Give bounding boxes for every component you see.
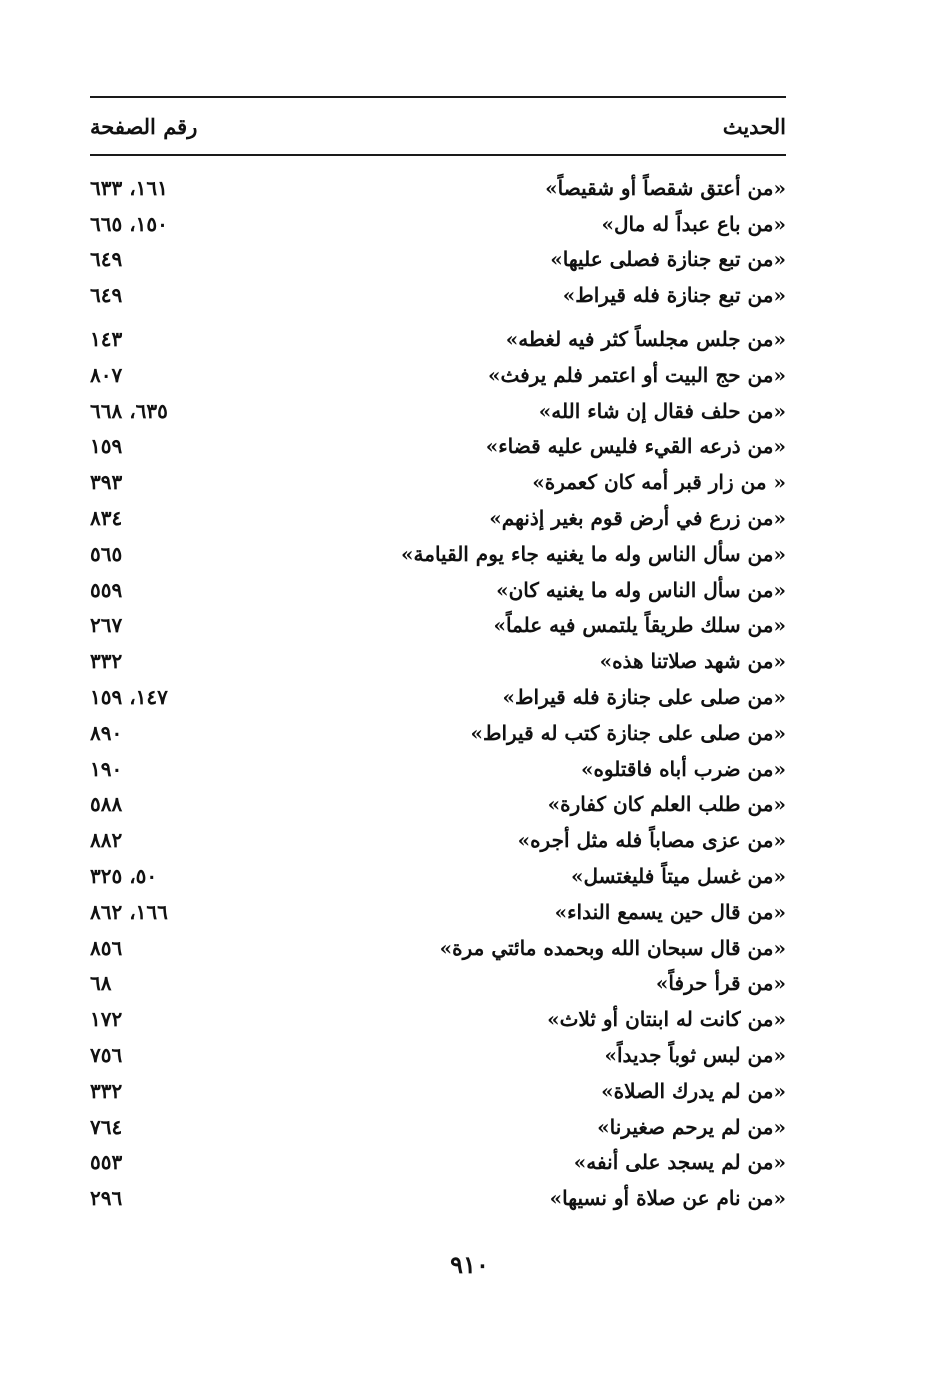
list-item — [90, 608, 786, 644]
page-reference: ٣٣٢ — [90, 649, 123, 674]
hadith-text: «من تبع جنازة فصلى عليها» — [550, 247, 786, 272]
list-item — [90, 572, 786, 608]
page-reference: ٨٣٤ — [90, 506, 123, 531]
page-reference: ١٤٧، ١٥٩ — [90, 685, 168, 710]
hadith-text: «من حج البيت أو اعتمر فلم يرفث» — [488, 362, 786, 387]
page-reference: ٢٩٦ — [90, 1186, 123, 1211]
page-reference: ١٦٦، ٨٦٢ — [90, 899, 168, 924]
list-item — [90, 643, 786, 679]
list-item — [90, 1037, 786, 1073]
page-reference: ٦٤٩ — [90, 283, 123, 308]
hadith-text: «من قال حين يسمع النداء» — [554, 899, 786, 924]
list-item — [90, 1180, 786, 1216]
hadith-text: «من طلب العلم كان كفارة» — [547, 792, 786, 817]
hadith-text: «من كانت له ابنتان أو ثلاث» — [547, 1007, 786, 1032]
hadith-text: «من تبع جنازة فله قيراط» — [562, 283, 786, 308]
page-reference: ٥٠، ٣٢٥ — [90, 864, 158, 889]
hadith-text: «من جلس مجلساً كثر فيه لغطه» — [505, 327, 786, 352]
hadith-text: «من صلى على جنازة فله قيراط» — [502, 685, 786, 710]
hadith-text: «من لم يسجد على أنفه» — [573, 1150, 786, 1175]
page-reference: ٧٦٤ — [90, 1114, 123, 1139]
page-number: ٩١٠ — [450, 1250, 489, 1279]
page-reference: ١٩٠ — [90, 756, 123, 781]
hadith-text: «من قرأ حرفاً» — [655, 971, 786, 996]
page-reference: ٥٦٥ — [90, 541, 123, 566]
hadith-text: «من سأل الناس وله ما يغنيه كان» — [496, 577, 786, 602]
list-item — [90, 751, 786, 787]
page-reference: ٥٥٩ — [90, 577, 123, 602]
page-reference: ١٤٣ — [90, 327, 123, 352]
list-item — [90, 170, 786, 206]
list-item — [90, 679, 786, 715]
hadith-text: «من قال سبحان الله وبحمده مائتي مرة» — [439, 935, 786, 960]
list-item — [90, 822, 786, 858]
list-item — [90, 930, 786, 966]
hadith-text: «من سلك طريقاً يلتمس فيه علماً» — [493, 613, 786, 638]
hadith-text: «من لم يرحم صغيرنا» — [597, 1114, 786, 1139]
page-reference: ١٧٢ — [90, 1007, 123, 1032]
page-reference: ١٥٠، ٦٦٥ — [90, 211, 168, 236]
hadith-text: «من أعتق شقصاً أو شقيصاً» — [545, 175, 786, 200]
list-item — [90, 429, 786, 465]
list-item — [90, 500, 786, 536]
hadith-text: «من زرع في أرض قوم بغير إذنهم» — [489, 506, 786, 531]
page-reference: ٨٨٢ — [90, 828, 123, 853]
hadith-text: «من غسل ميتاً فليغتسل» — [570, 864, 786, 889]
list-item — [90, 242, 786, 278]
page-reference: ٣٣٢ — [90, 1078, 123, 1103]
list-item — [90, 357, 786, 393]
list-item — [90, 206, 786, 242]
list-item — [90, 1001, 786, 1037]
hadith-text: «من باع عبداً له مال» — [601, 211, 786, 236]
list-item — [90, 787, 786, 823]
hadith-text: «من لبس ثوباً جديداً» — [604, 1043, 786, 1068]
page-reference: ٦٨ — [90, 971, 112, 996]
list-item — [90, 715, 786, 751]
top-rule — [90, 96, 786, 98]
list-item — [90, 464, 786, 500]
header-rule — [90, 154, 786, 156]
hadith-text: «من صلى على جنازة كتب له قيراط» — [470, 720, 786, 745]
page-reference: ٦٤٩ — [90, 247, 123, 272]
list-item — [90, 536, 786, 572]
list-item — [90, 393, 786, 429]
page-reference: ٣٩٣ — [90, 470, 123, 495]
hadith-text: «من حلف فقال إن شاء الله» — [538, 398, 786, 423]
page-reference: ٨٠٧ — [90, 362, 123, 387]
hadith-text: «من سأل الناس وله ما يغنيه جاء يوم القيامة» — [401, 541, 786, 566]
list-item — [90, 858, 786, 894]
table-header — [90, 106, 786, 146]
page-reference: ٢٦٧ — [90, 613, 123, 638]
hadith-text: «من ذرعه القيء فليس عليه قضاء» — [485, 434, 786, 459]
hadith-column-header: الحديث — [722, 113, 786, 139]
list-item — [90, 966, 786, 1002]
page-reference: ٥٥٣ — [90, 1150, 123, 1175]
page-reference: ٨٥٦ — [90, 935, 123, 960]
list-item — [90, 1073, 786, 1109]
hadith-text: «من شهد صلاتنا هذه» — [599, 649, 786, 674]
page-reference: ٦٣٥، ٦٦٨ — [90, 398, 168, 423]
hadith-index-list — [90, 170, 786, 1216]
hadith-text: «من عزى مصاباً فله مثل أجره» — [517, 828, 786, 853]
page-reference: ٨٩٠ — [90, 720, 123, 745]
hadith-text: «من نام عن صلاة أو نسيها» — [549, 1186, 786, 1211]
page-number-column-header: رقم الصفحة — [90, 113, 198, 139]
hadith-text: «من لم يدرك الصلاة» — [601, 1078, 786, 1103]
list-item — [90, 894, 786, 930]
hadith-text: «من ضرب أباه فاقتلوه» — [580, 756, 786, 781]
list-item — [90, 277, 786, 313]
page-reference: ٥٨٨ — [90, 792, 123, 817]
page-reference: ٧٥٦ — [90, 1043, 123, 1068]
list-item — [90, 1145, 786, 1181]
list-item — [90, 1109, 786, 1145]
page-reference: ١٥٩ — [90, 434, 123, 459]
hadith-text: « من زار قبر أمه كان كعمرة» — [532, 470, 786, 495]
list-item — [90, 321, 786, 357]
page-reference: ١٦١، ٦٣٣ — [90, 175, 168, 200]
